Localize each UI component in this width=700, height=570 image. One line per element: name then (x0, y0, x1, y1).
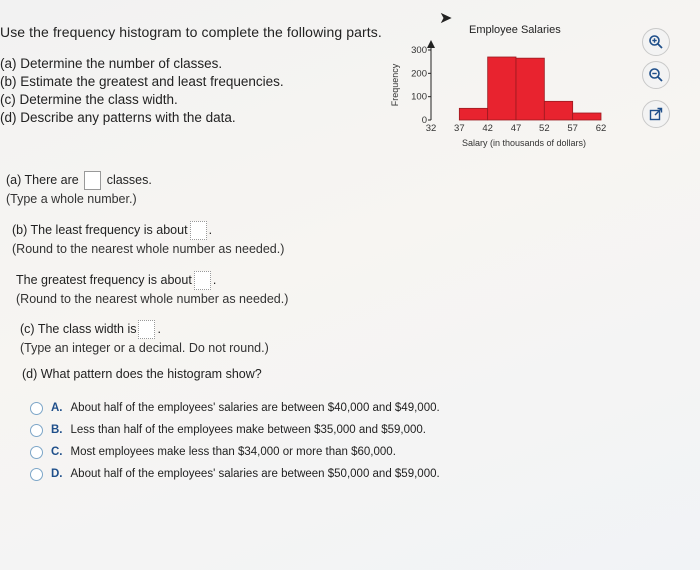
radio-a[interactable] (30, 402, 43, 415)
histogram-bar (516, 58, 544, 120)
chart-title: Employee Salaries (469, 24, 561, 36)
part-b-text: (b) Estimate the greatest and least frequencies. (0, 74, 284, 89)
histogram-chart (380, 38, 620, 153)
option-d[interactable]: D. About half of the employees' salaries are between $50,000 and $59,000. (30, 464, 440, 484)
answer-b-greatest-hint: (Round to the nearest whole number as needed.) (16, 292, 289, 307)
option-d-text: About half of the employees' salaries are between $50,000 and $59,000. (70, 468, 440, 480)
x-tick-label: 52 (539, 123, 550, 134)
answer-d-question: (d) What pattern does the histogram show? (22, 367, 262, 381)
option-a[interactable]: A. About half of the employees' salaries are between $40,000 and $49,000. (30, 398, 440, 418)
y-tick-label: 0 (421, 115, 427, 126)
histogram-bar (459, 108, 487, 120)
option-b-text: Less than half of the employees make between $35,000 and $59,000. (70, 424, 426, 436)
answer-b-least-prefix: (b) The least frequency is about (12, 223, 188, 237)
answer-c-suffix: . (157, 322, 161, 336)
part-c-text: (c) Determine the class width. (0, 92, 178, 107)
histogram-bars (459, 57, 601, 120)
y-axis-label: Frequency (390, 63, 400, 107)
answer-a-hint: (Type a whole number.) (6, 192, 137, 207)
radio-c[interactable] (30, 446, 43, 459)
open-external-icon (649, 107, 663, 121)
y-ticks (411, 45, 431, 126)
x-tick-label: 47 (510, 123, 522, 134)
answer-b-greatest (16, 271, 288, 309)
zoom-out-icon (648, 67, 664, 83)
greatest-frequency-input[interactable] (194, 271, 211, 290)
zoom-in-button[interactable] (642, 28, 670, 56)
answer-b-greatest-prefix: The greatest frequency is about (16, 273, 192, 287)
zoom-out-button[interactable] (642, 61, 670, 89)
x-tick-label: 62 (595, 123, 607, 134)
radio-d[interactable] (30, 468, 43, 481)
x-tick-label: 37 (454, 123, 465, 134)
histogram-bar (573, 113, 601, 120)
answer-c-hint: (Type an integer or a decimal. Do not round.) (20, 341, 269, 356)
histogram-bar (488, 57, 516, 120)
class-width-input[interactable] (138, 320, 155, 339)
answer-c-prefix: (c) The class width is (20, 322, 137, 336)
part-d-text: (d) Describe any patterns with the data. (0, 110, 236, 125)
open-external-button[interactable] (642, 100, 670, 128)
zoom-in-icon (648, 34, 664, 50)
least-frequency-input[interactable] (190, 221, 207, 240)
question-title: Use the frequency histogram to complete the following parts. (0, 24, 382, 40)
pattern-options (30, 398, 440, 484)
option-b[interactable]: B. Less than half of the employees make between $35,000 and $59,000. (30, 420, 440, 440)
mouse-cursor-icon: ➤ (439, 10, 453, 27)
option-c-text: Most employees make less than $34,000 or more than $60,000. (70, 446, 396, 458)
x-axis-label: Salary (in thousands of dollars) (461, 138, 587, 148)
answer-b-greatest-suffix: . (212, 273, 217, 287)
answer-b-least-hint: (Round to the nearest whole number as needed.) (12, 242, 285, 257)
answer-b-least (12, 221, 284, 259)
option-a-text: About half of the employees' salaries are between $40,000 and $49,000. (70, 402, 440, 414)
answer-c (20, 320, 269, 358)
answer-a-suffix: classes. (106, 173, 152, 187)
x-tick-label: 57 (567, 123, 578, 134)
radio-b[interactable] (30, 424, 43, 437)
classes-count-input[interactable] (84, 171, 101, 190)
y-tick-label: 100 (411, 91, 427, 103)
x-ticks (426, 123, 607, 134)
y-axis-arrow-icon (427, 40, 435, 48)
x-tick-label: 32 (425, 123, 437, 134)
answer-a-prefix: (a) There are (6, 173, 79, 187)
part-a-text: (a) Determine the number of classes. (0, 56, 223, 71)
answer-b-least-suffix: . (208, 223, 213, 237)
x-tick-label: 42 (482, 123, 493, 134)
y-tick-label: 200 (411, 68, 427, 80)
histogram-bar (544, 101, 572, 120)
option-c[interactable]: C. Most employees make less than $34,000 or more than $60,000. (30, 442, 440, 462)
y-tick-label: 300 (411, 45, 427, 56)
answer-a (6, 171, 152, 209)
question-parts (0, 55, 284, 127)
